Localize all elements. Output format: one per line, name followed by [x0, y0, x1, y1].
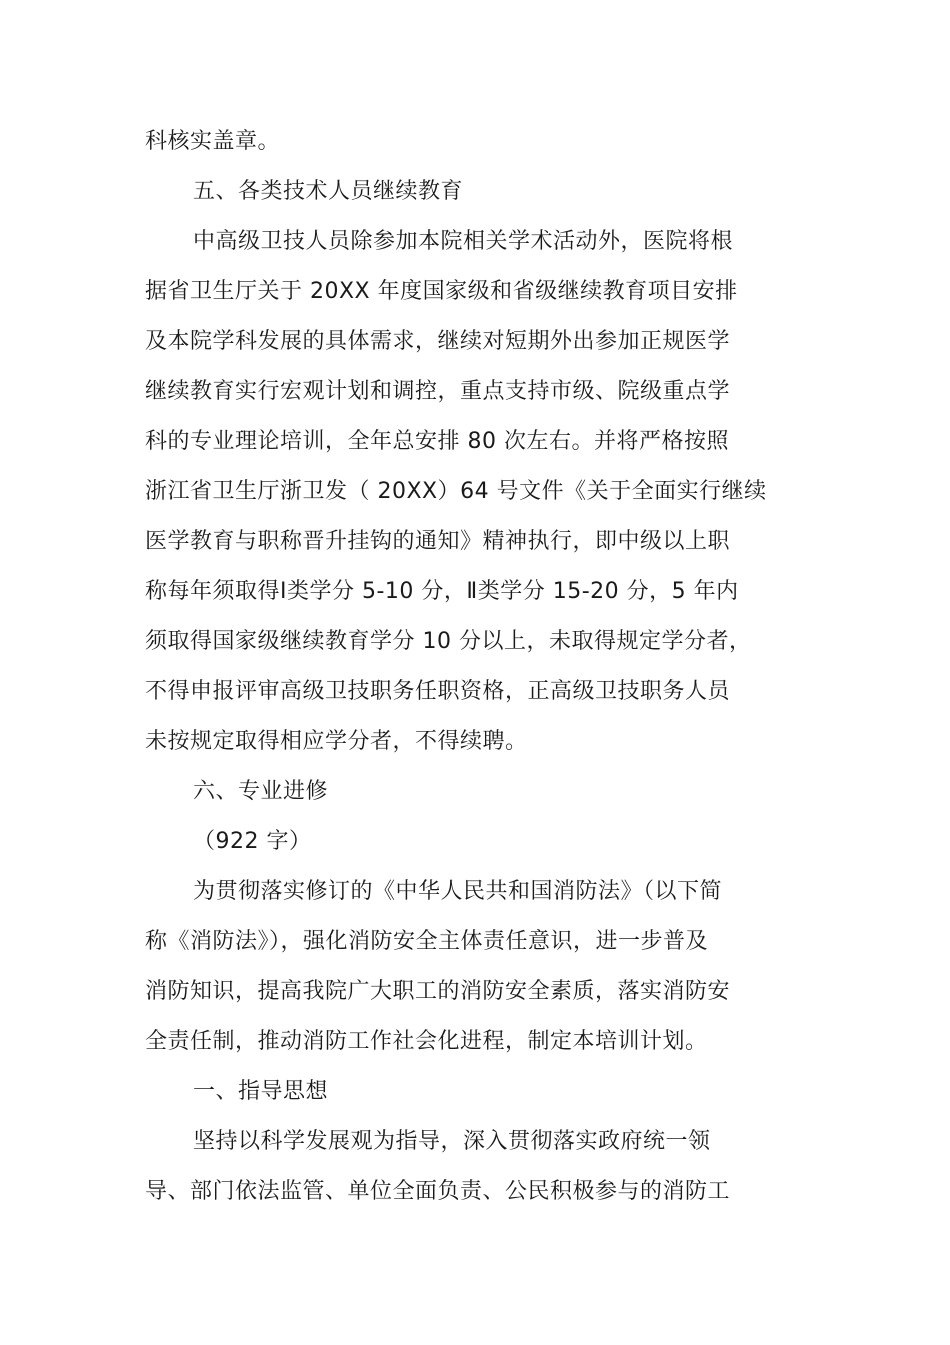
paragraph-line: 为贯彻落实修订的《中华人民共和国消防法》（以下简: [193, 879, 723, 904]
paragraph-line: 消防知识，提高我院广大职工的消防安全素质，落实消防安: [145, 979, 731, 1004]
paragraph-line: 未按规定取得相应学分者，不得续聘。: [145, 729, 528, 754]
paragraph-line: 称《消防法》），强化消防安全主体责任意识，进一步普及: [145, 929, 709, 954]
paragraph-line: 中高级卫技人员除参加本院相关学术活动外，医院将根: [193, 229, 734, 254]
paragraph-line: 全责任制，推动消防工作社会化进程，制定本培训计划。: [145, 1029, 708, 1054]
section-heading: 六、专业进修: [193, 779, 329, 804]
paragraph-line: 坚持以科学发展观为指导，深入贯彻落实政府统一领: [193, 1129, 711, 1154]
paragraph-line: 据省卫生厅关于 20XX 年度国家级和省级继续教育项目安排: [145, 279, 738, 304]
paragraph-line: 浙江省卫生厅浙卫发（ 20XX）64 号文件《关于全面实行继续: [145, 479, 767, 504]
paragraph-line: 科核实盖章。: [145, 129, 281, 154]
paragraph-line: 医学教育与职称晋升挂钩的通知》精神执行，即中级以上职: [145, 529, 731, 554]
paragraph-line: 导、部门依法监管、单位全面负责、公民积极参与的消防工: [145, 1179, 731, 1204]
paragraph-line: 须取得国家级继续教育学分 10 分以上，未取得规定学分者，: [145, 629, 752, 654]
paragraph-line: 称每年须取得Ⅰ类学分 5-10 分，Ⅱ类学分 15-20 分，5 年内: [145, 579, 739, 604]
word-count-note: （922 字）: [193, 829, 312, 854]
paragraph-line: 继续教育实行宏观计划和调控，重点支持市级、院级重点学: [145, 379, 731, 404]
section-heading: 一、指导思想: [193, 1079, 329, 1104]
paragraph-line: 不得申报评审高级卫技职务任职资格，正高级卫技职务人员: [145, 679, 731, 704]
paragraph-line: 科的专业理论培训，全年总安排 80 次左右。并将严格按照: [145, 429, 729, 454]
section-heading: 五、各类技术人员继续教育: [193, 179, 464, 204]
paragraph-line: 及本院学科发展的具体需求，继续对短期外出参加正规医学: [145, 329, 731, 354]
